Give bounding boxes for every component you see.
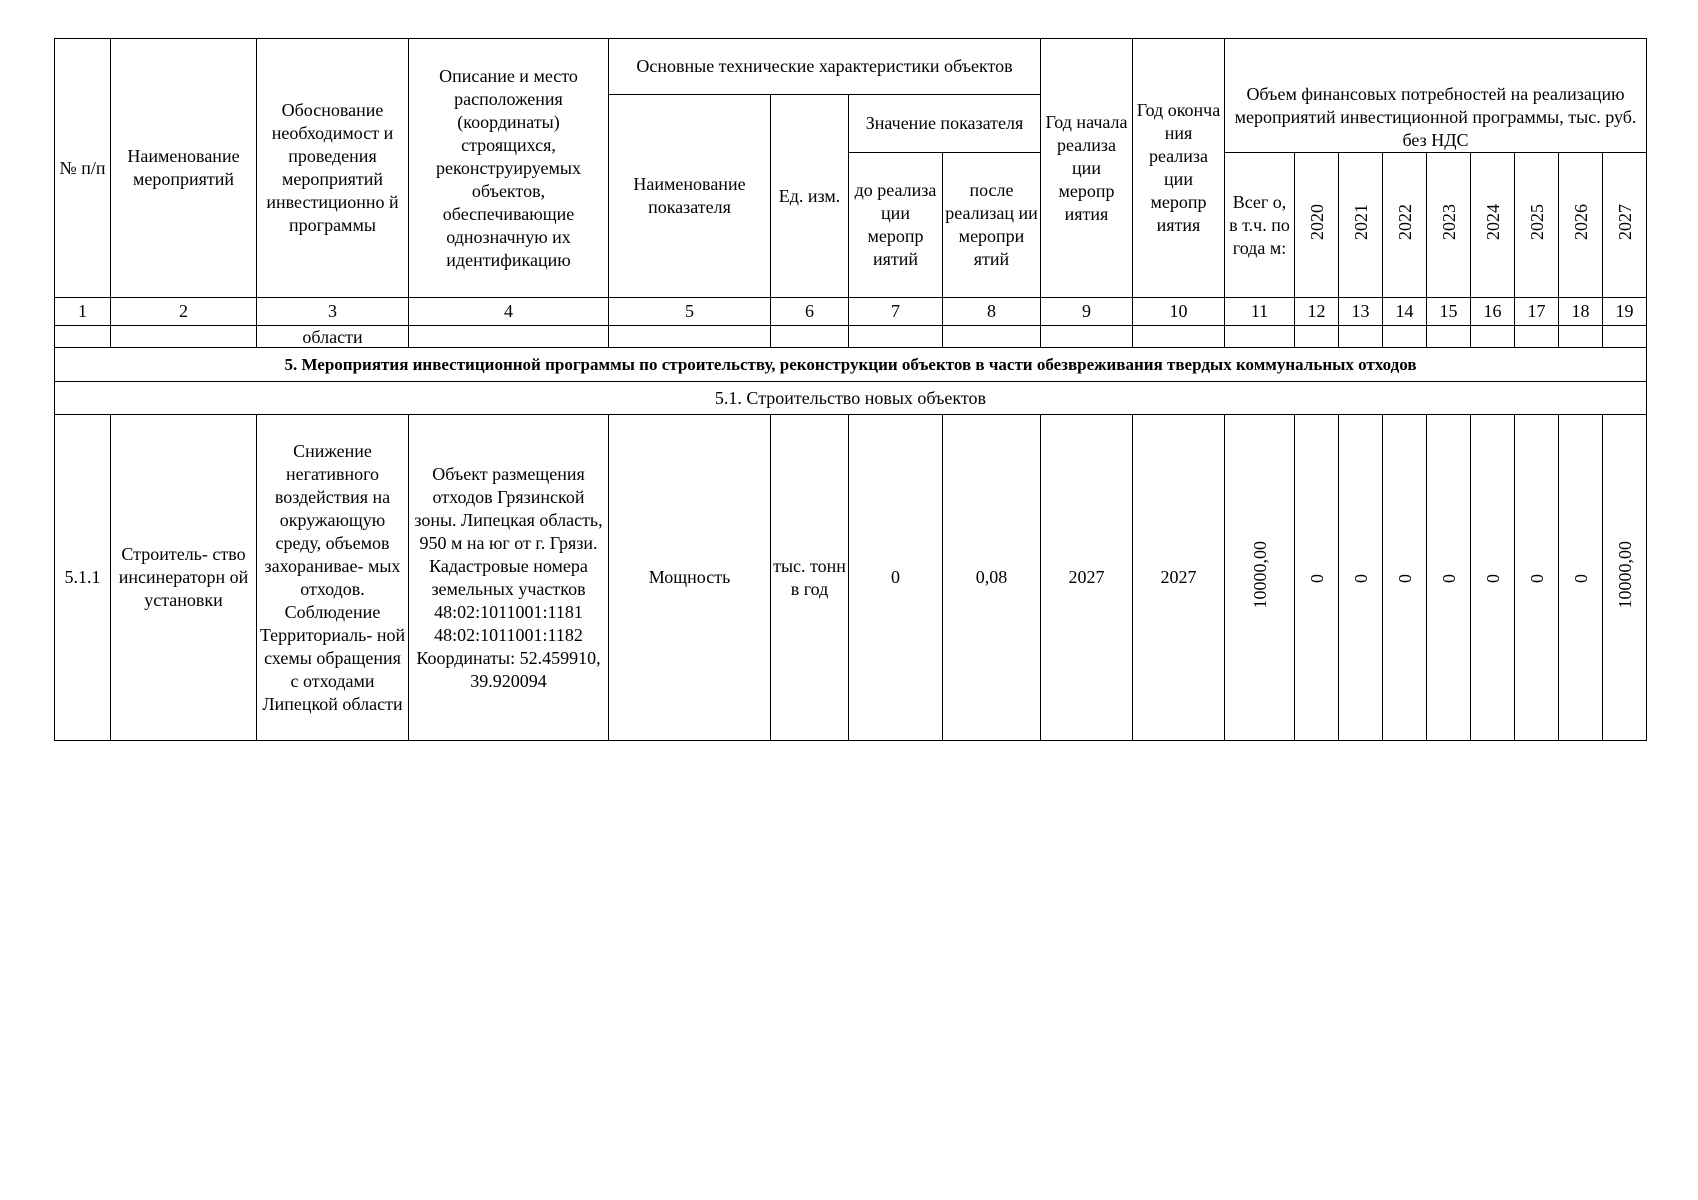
header-indicator-name: Наименование показателя — [609, 95, 771, 298]
column-number: 16 — [1471, 298, 1515, 326]
year-label: 2026 — [1570, 204, 1591, 240]
row-2022 — [1383, 415, 1427, 741]
column-number: 14 — [1383, 298, 1427, 326]
carry-cell — [1041, 326, 1133, 348]
column-number: 10 — [1133, 298, 1225, 326]
row-indicator: Мощность — [609, 415, 771, 741]
year-label: 2024 — [1482, 204, 1503, 240]
carry-over-row — [55, 326, 1647, 348]
column-numbers-row — [55, 298, 1647, 326]
header-year-2022 — [1383, 153, 1427, 298]
row-2020 — [1295, 415, 1339, 741]
carry-cell — [1427, 326, 1471, 348]
year-value: 10000,00 — [1614, 540, 1635, 609]
header-description-location: Описание и место расположения (координаты) строящихся, реконструируемых объектов, обеспечивающие однозначную их идентификацию — [409, 39, 609, 298]
carry-cell — [609, 326, 771, 348]
column-number: 11 — [1225, 298, 1295, 326]
year-label: 2023 — [1438, 204, 1459, 240]
carry-justification: области — [257, 326, 409, 348]
row-total — [1225, 415, 1295, 741]
row-after-value: 0,08 — [943, 415, 1041, 741]
header-year-2021 — [1339, 153, 1383, 298]
investment-program-table-sheet — [54, 38, 1647, 741]
column-number: 2 — [111, 298, 257, 326]
section-heading: 5. Мероприятия инвестиционной программы по строительству, реконструкции объектов в части обезвреживания твердых коммунальных отходов — [55, 348, 1647, 382]
carry-cell — [1295, 326, 1339, 348]
subsection-heading: 5.1. Строительство новых объектов — [55, 382, 1647, 415]
header-year-2023 — [1427, 153, 1471, 298]
carry-cell — [849, 326, 943, 348]
column-number: 7 — [849, 298, 943, 326]
header-indicator-value: Значение показателя — [849, 95, 1041, 153]
row-unit: тыс. тонн в год — [771, 415, 849, 741]
header-number: № п/п — [55, 39, 111, 298]
year-label: 2022 — [1394, 204, 1415, 240]
column-number: 17 — [1515, 298, 1559, 326]
carry-cell — [943, 326, 1041, 348]
column-number: 6 — [771, 298, 849, 326]
year-value: 0 — [1306, 574, 1327, 583]
row-2024 — [1471, 415, 1515, 741]
year-label: 2027 — [1614, 204, 1635, 240]
row-measure-name: Строитель- ство инсинераторн ой установки — [111, 415, 257, 741]
row-2025 — [1515, 415, 1559, 741]
header-unit: Ед. изм. — [771, 95, 849, 298]
row-before-value: 0 — [849, 415, 943, 741]
header-year-2025 — [1515, 153, 1559, 298]
column-number: 8 — [943, 298, 1041, 326]
header-year-2024 — [1471, 153, 1515, 298]
header-after-implementation: после реализац ии меропри ятий — [943, 153, 1041, 298]
year-value: 0 — [1482, 574, 1503, 583]
column-number: 19 — [1603, 298, 1647, 326]
year-label: 2021 — [1350, 204, 1371, 240]
header-technical-characteristics: Основные технические характеристики объектов — [609, 39, 1041, 95]
column-number: 1 — [55, 298, 111, 326]
carry-cell — [771, 326, 849, 348]
column-number: 15 — [1427, 298, 1471, 326]
header-total-by-years: Всег о, в т.ч. по года м: — [1225, 153, 1295, 298]
carry-cell — [1133, 326, 1225, 348]
carry-cell — [1383, 326, 1427, 348]
header-year-2026 — [1559, 153, 1603, 298]
column-number: 9 — [1041, 298, 1133, 326]
row-total-value: 10000,00 — [1249, 540, 1270, 609]
year-value: 0 — [1438, 574, 1459, 583]
investment-program-table — [54, 38, 1647, 741]
carry-cell — [1471, 326, 1515, 348]
carry-cell — [111, 326, 257, 348]
carry-cell — [1559, 326, 1603, 348]
column-number: 4 — [409, 298, 609, 326]
column-number: 5 — [609, 298, 771, 326]
header-justification: Обоснование необходимост и проведения мероприятий инвестиционно й программы — [257, 39, 409, 298]
year-label: 2025 — [1526, 204, 1547, 240]
row-start-year: 2027 — [1041, 415, 1133, 741]
column-number: 18 — [1559, 298, 1603, 326]
carry-cell — [1515, 326, 1559, 348]
row-2027 — [1603, 415, 1647, 741]
header-measure-name: Наименование мероприятий — [111, 39, 257, 298]
header-end-year: Год оконча ния реализа ции меропр иятия — [1133, 39, 1225, 298]
row-justification: Снижение негативного воздействия на окружающую среду, объемов захоранивае- мых отходов. Соблюдение Территориаль- ной схемы обращения с отходами Липецкой области — [257, 415, 409, 741]
row-end-year: 2027 — [1133, 415, 1225, 741]
year-value: 0 — [1526, 574, 1547, 583]
table-row — [55, 415, 1647, 741]
header-year-2027 — [1603, 153, 1647, 298]
year-value: 0 — [1570, 574, 1591, 583]
year-value: 0 — [1350, 574, 1371, 583]
year-label: 2020 — [1306, 204, 1327, 240]
row-2021 — [1339, 415, 1383, 741]
header-before-implementation: до реализа ции меропр иятий — [849, 153, 943, 298]
carry-cell — [55, 326, 111, 348]
carry-cell — [409, 326, 609, 348]
column-number: 12 — [1295, 298, 1339, 326]
row-2023 — [1427, 415, 1471, 741]
carry-cell — [1603, 326, 1647, 348]
column-number: 13 — [1339, 298, 1383, 326]
header-financing-volume: Объем финансовых потребностей на реализацию мероприятий инвестиционной программы, тыс. руб. без НДС — [1225, 39, 1647, 153]
carry-cell — [1225, 326, 1295, 348]
row-2026 — [1559, 415, 1603, 741]
row-number: 5.1.1 — [55, 415, 111, 741]
header-start-year: Год начала реализа ции меропр иятия — [1041, 39, 1133, 298]
year-value: 0 — [1394, 574, 1415, 583]
carry-cell — [1339, 326, 1383, 348]
header-year-2020 — [1295, 153, 1339, 298]
row-description: Объект размещения отходов Грязинской зоны. Липецкая область, 950 м на юг от г. Грязи. Кадастровые номера земельных участков 48:02:1011001:1181 48:02:1011001:1182 Координаты: 52.459910, 39.920094 — [409, 415, 609, 741]
column-number: 3 — [257, 298, 409, 326]
